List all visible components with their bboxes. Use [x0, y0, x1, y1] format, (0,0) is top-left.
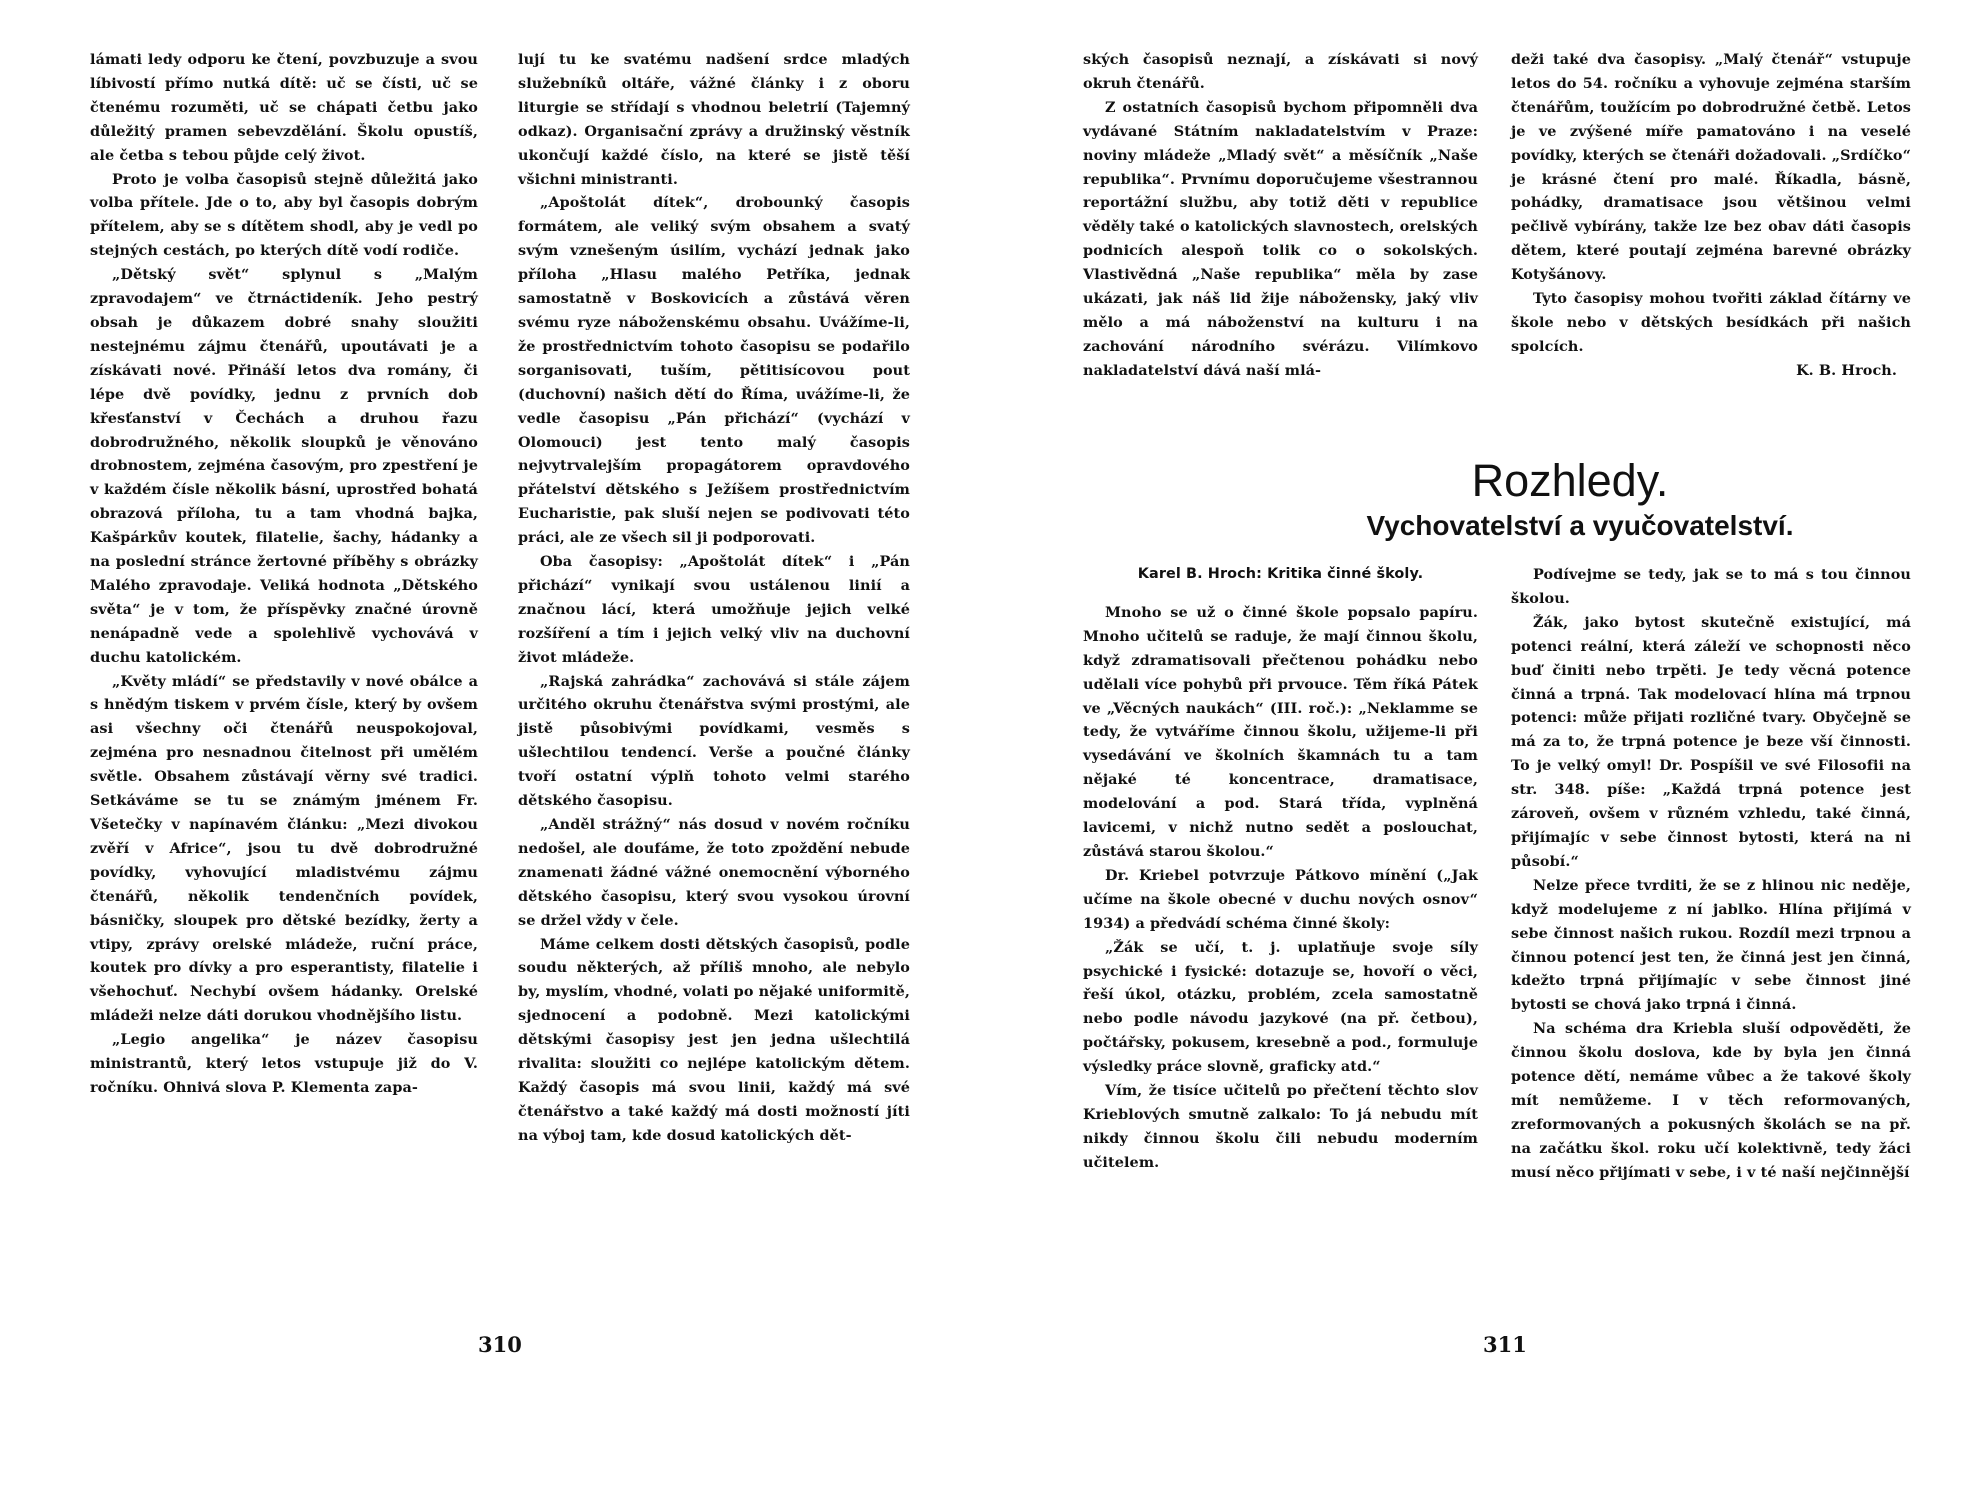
paragraph: Vím, že tisíce učitelů po přečtení těchto slov Krieblových smutně zalkalo: To já nebudu mít nikdy činnou školu čili nebudu moderním učitelem.: [1083, 1082, 1478, 1171]
paragraph: „Legio angelika“ je název časopisu ministrantů, který letos vstupuje již do V. ročníku. Ohnivá slova P. Klementa zapa-: [90, 1031, 478, 1096]
paragraph: Mnoho se už o činné škole popsalo papíru. Mnoho učitelů se raduje, že mají činnou školu, když zdramatisovali přečtenou pohádku nebo udělali více pohybů při prvouce. Těm říká Pátek ve „Věcných naukách“ (III. roč.): „Neklamme se tedy, že vytváříme činnou školu, užijeme-li při vysedávání ve školních škamnách tu a tam nějaké té koncentrace, dramatisace, modelování a pod. Stará třída, vyplněná lavicemi, v nichž nutno sedět a poslouchat, zůstává starou školou.“: [1083, 603, 1478, 860]
section-title: Rozhledy.: [1471, 455, 1669, 506]
paragraph: deži také dva časopisy. „Malý čtenář“ vstupuje letos do 54. ročníku a vyhovuje zejména starším čtenářům, toužícím po dobrodružné četbě. Letos je ve zvýšené míře pamatováno i na veselé povídky, kterých se čtenáři dožadovali. „Srdíčko“ je krásné čtení pro malé. Říkadla, básně, pohádky, dramatisace jsou většinou velmi pečlivě vybírány, takže lze bez obav dáti časopis dětem, které poutají zejména barevné obrázky Kotyšánovy.: [1511, 51, 1911, 284]
right-page-column-1: [1083, 48, 1478, 383]
right-page-column-4: [1511, 563, 1911, 1185]
paragraph: Proto je volba časopisů stejně důležitá jako volba přítele. Jde o to, aby byl časopis dobrým přítelem, aby se s dítětem shodl, aby je vedl po stejných cestách, po kterých dítě vodí rodiče.: [90, 170, 478, 260]
right-page-column-2: [1511, 48, 1911, 383]
paragraph: Žák, jako bytost skutečně existující, má potenci reální, která záleží ve schopnosti něco buď činiti nebo trpěti. Je tedy věcná potence činná a trpná. Tak modelovací hlína má trpnou potenci: může přijati rozličné tvary. Obyčejně se má za to, že trpná potence je beze vší činnosti. To je velký omyl! Dr. Pospíšil ve své Filosofii na str. 348. píše: „Každá trpná potence jest zároveň, ovšem v různém vzhledu, také činná, přijímajíc v sebe činnost bytosti, která na ni působí.“: [1511, 613, 1911, 870]
left-page-column-2: [518, 48, 910, 1148]
paragraph: „Apoštolát dítek“, drobounký časopis formátem, ale veliký svým obsahem a svatý svým vznešeným úsilím, vychází jednak jako příloha „Hlasu malého Petříka, jednak samostatně v Boskovicích a zůstává věren svému ryze náboženskému obsahu. Uvážíme-li, že prostřednictvím tohoto časopisu se podařilo sorganisovati, tuším, pětitisícovou pout (duchovní) našich dětí do Říma, uvážíme-li, že vedle časopisu „Pán přichází“ (vychází v Olomouci) jest tento malý časopis nejvytrvalejším propagátorem opravdového přátelství dětského s Ježíšem prostřednictvím Eucharistie, pak sluší nejen se podivovati této práci, ale ze všech sil ji podporovati.: [518, 194, 910, 547]
page-number: 310: [478, 1332, 522, 1357]
paragraph: „Květy mládí“ se představily v nové obálce a s hnědým tiskem v prvém čísle, který by ovšem asi všechny oči čtenářů neuspokojoval, zejména pro nesnadnou čitelnost při umělém světle. Obsahem zůstávají věrny své tradici. Setkáváme se tu se známým jménem Fr. Všetečky v napínavém článku: „Mezi divokou zvěří v Africe“, jsou tu dvě dobrodružné povídky, vyhovující mladistvému zájmu čtenářů, několik tendenčních povídek, básničky, sloupek pro dětské bezídky, žerty a vtipy, zprávy orelské mládeže, ruční práce, koutek pro dívky a pro esperantisty, filatelie i všehochuť. Nechybí ovšem hádanky. Orelské mládeži nelze dáti dorukou vhodnějšího listu.: [90, 672, 478, 1025]
paragraph: Máme celkem dosti dětských časopisů, podle soudu některých, až příliš mnoho, ale nebylo by, myslím, vhodné, volati po nějaké uniformitě, sjednocení a podobně. Mezi katolickými dětskými časopisy jest jen jedna ušlechtilá rivalita: sloužiti co nejlépe katolickým dětem. Každý časopis má svou linii, každý má své čtenářstvo a také každý má dosti možností jíti na výboj tam, kde dosud katolických dět-: [518, 935, 910, 1144]
left-page-column-1: [90, 48, 478, 1100]
section-subtitle: Vychovatelství a vyučovatelství.: [1366, 510, 1794, 541]
right-page: [993, 0, 1986, 1500]
paragraph: ských časopisů neznají, a získávati si nový okruh čtenářů.: [1083, 51, 1478, 92]
signature: K. B. Hroch.: [1796, 361, 1897, 379]
paragraph: Dr. Kriebel potvrzuje Pátkovo mínění („Jak učíme na škole obecné v duchu nových osnov“ 1934) a předvádí schéma činné školy:: [1083, 866, 1478, 932]
paragraph: „Žák se učí, t. j. uplatňuje svoje síly psychické i fysické: dotazuje se, hovoří o věci, řeší úkol, otázku, problém, zcela samostatně nebo podle návodu jazykové (na př. četbou), počtářsky, pokusem, kresebně a pod., formuluje výsledky práce slovně, graficky atd.“: [1083, 938, 1478, 1076]
paragraph: „Anděl strážný“ nás dosud v novém ročníku nedošel, ale doufáme, že toto zpoždění nebude znamenati žádné vážné onemocnění výborného dětského časopisu, který svou vysokou úrovní se držel vždy v čele.: [518, 816, 910, 929]
paragraph: lámati ledy odporu ke čtení, povzbuzuje a svou líbivostí přímo nutká dítě: uč se čísti, uč se čtenému rozuměti, uč se chápati četbu jako důležitý pramen sebevzdělání. Školu opustíš, ale četba s tebou půjde celý život.: [90, 51, 478, 164]
paragraph: Tyto časopisy mohou tvořiti základ čítárny ve škole nebo v dětských besídkách při našich spolcích.: [1511, 290, 1911, 355]
paragraph: „Dětský svět“ splynul s „Malým zpravodajem“ ve čtrnáctideník. Jeho pestrý obsah je důkazem dobré snahy sloužiti nestejnému zájmu čtenářů, upoutávati je a získávati nové. Přináší letos dva romány, či lépe dvě povídky, jednu z prvních dob křesťanství v Čechách a druhou řazu dobrodružného, několik sloupků je věnováno drobnostem, zejména časovým, pro zpestření je v každém čísle několik básní, uprostřed bohatá obrazová příloha, tu a tam vhodná bajka, Kašpárkův koutek, filatelie, šachy, hádanky a na poslední stránce žertovné příběhy s obrázky Malého zpravodaje. Veliká hodnota „Dětského světa“ je v tom, že příspěvky značné úrovně nenápadně vede a spolehlivě vychovává v duchu katolickém.: [90, 266, 478, 666]
paragraph: Podívejme se tedy, jak se to má s tou činnou školou.: [1511, 566, 1911, 607]
paragraph: Nelze přece tvrditi, že se z hlinou nic neděje, když modelujeme z ní jablko. Hlína přijímá v sebe činnost našich rukou. Rozdíl mezi trpnou a činnou potencí jest ten, že činná jest jen činná, kdežto trpná přijímajíc v sebe činnost jiné bytosti se chová jako trpná i činná.: [1511, 876, 1911, 1014]
paragraph: Oba časopisy: „Apoštolát dítek“ i „Pán přichází“ vynikají svou ustálenou linií a značnou lácí, která umožňuje jejich velké rozšíření a tím i jejich velký vliv na duchovní život mládeže.: [518, 553, 910, 666]
paragraph: lují tu ke svatému nadšení srdce mladých služebníků oltáře, vážné články i z oboru liturgie se střídají s vhodnou beletrií (Tajemný odkaz). Organisační zprávy a družinský věstník ukončují každé číslo, na které se jistě těší všichni ministranti.: [518, 51, 910, 188]
article-heading: Karel B. Hroch: Kritika činné školy.: [1137, 566, 1424, 582]
paragraph: Z ostatních časopisů bychom připomněli dva vydávané Státním nakladatelstvím v Praze: noviny mládeže „Mladý svět“ a měsíčník „Naše republika“. Prvnímu doporučujeme všestrannou reportážní službu, aby totiž děti v republice věděly také o katolických slavnostech, orelských podnicích alespoň tolik co o sokolských. Vlastivědná „Naše republika“ měla by zase ukázati, jak náš lid žije nábožensky, jaký vliv mělo a má náboženství na kulturu i na zachování národního svérázu. Vilímkovo nakladatelství dává naší mlá-: [1083, 98, 1478, 379]
paragraph: „Rajská zahrádka“ zachovává si stále zájem určitého okruhu čtenářstva svými prostými, ale jistě působivými povídkami, vesměs s ušlechtilou tendencí. Verše a poučné články tvoří ostatní výplň tohoto velmi starého dětského časopisu.: [518, 672, 910, 810]
page-number: 311: [1483, 1332, 1527, 1357]
paragraph: Na schéma dra Kriebla sluší odpověděti, že činnou školu doslova, kde by byla jen činná potence dětí, nemáme vůbec a že takové školy mít nemůžeme. I v těch reformovaných, zreformovaných a pokusných školách se na př. na začátku škol. roku učí kolektivně, tedy žáci musí něco přijímati v sebe, i v té naší nejčinnější: [1511, 1020, 1911, 1181]
right-page-column-3: [1083, 563, 1478, 1175]
